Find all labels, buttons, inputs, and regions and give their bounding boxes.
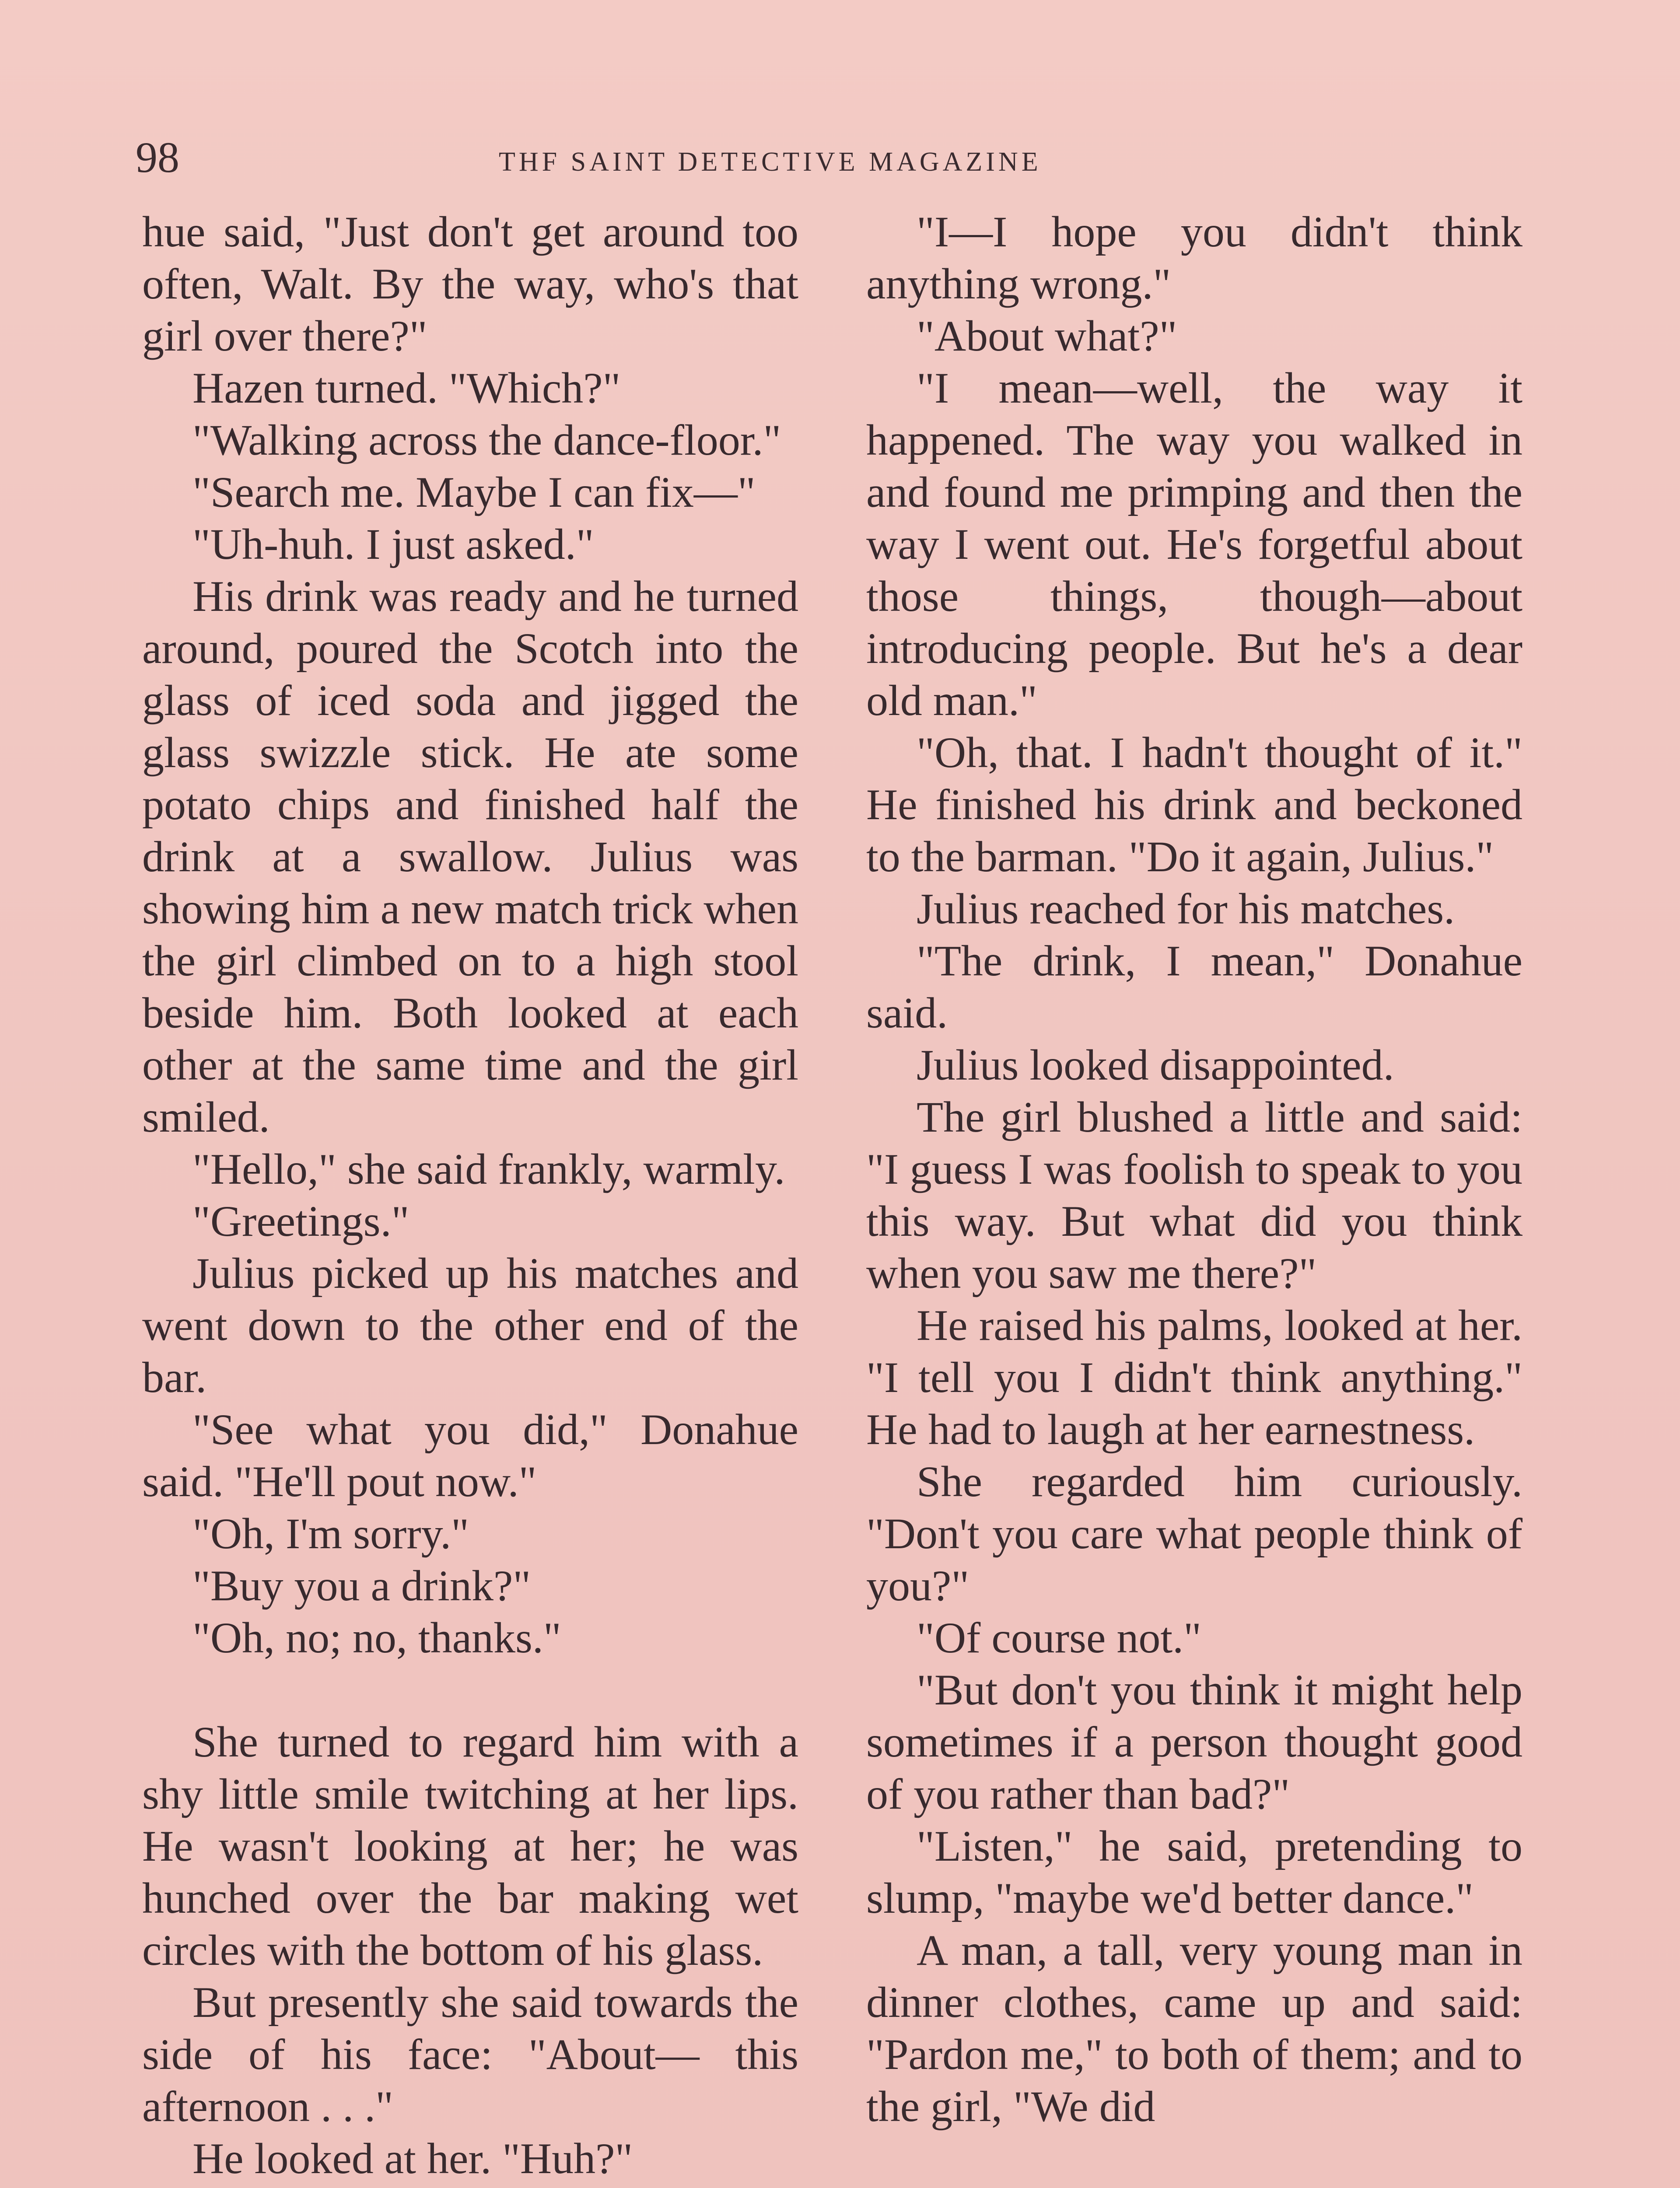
paragraph: The girl blushed a little and said: "I guess I was foolish to speak to you this way. But what did you think when you saw me there?": [866, 1093, 1522, 1297]
paragraph: "The drink, I mean," Donahue said.: [866, 936, 1522, 1037]
right-text-column: [866, 206, 1522, 2132]
paragraph: Julius looked disappointed.: [917, 1041, 1394, 1089]
paragraph: "Listen," he said, pretending to slump, "maybe we'd better dance.": [866, 1822, 1522, 1922]
paragraph: "Search me. Maybe I can fix—": [192, 468, 756, 516]
paragraph: "Buy you a drink?": [192, 1561, 531, 1610]
paragraph: She turned to regard him with a shy little smile twitching at her lips. He wasn't looking at her; he was hunched over the bar making wet circles with the bottom of his glass.: [142, 1718, 798, 1974]
paragraph: "Greetings.": [192, 1197, 410, 1245]
paragraph: hue said, "Just don't get around too often, Walt. By the way, who's that girl over there?": [142, 207, 798, 360]
paragraph: "Oh, I'm sorry.": [192, 1509, 469, 1558]
paragraph: She regarded him curiously. "Don't you care what people think of you?": [866, 1457, 1522, 1610]
section-break: [142, 1664, 798, 1716]
paragraph: "Walking across the dance-floor.": [192, 416, 781, 464]
paragraph: "Uh-huh. I just asked.": [192, 520, 594, 568]
paragraph: "I—I hope you didn't think anything wrong.": [866, 207, 1522, 308]
magazine-title: THF SAINT DETECTIVE MAGAZINE: [499, 147, 1042, 177]
paragraph: He looked at her. "Huh?": [192, 2134, 633, 2183]
paragraph: A man, a tall, very young man in dinner clothes, came up and said: "Pardon me," to both of them; and to the girl, "We did: [866, 1926, 1522, 2131]
paragraph: "Of course not.": [917, 1613, 1201, 1662]
page-number: 98: [136, 133, 179, 182]
paragraph: "About what?": [917, 312, 1177, 360]
paragraph: His drink was ready and he turned around, poured the Scotch into the glass of iced soda and jigged the glass swizzle stick. He ate some potato chips and finished half the drink at a swallow. Julius was showing him a new match trick when the girl climbed on to a high stool beside him. Both looked at each other at the same time and the girl smiled.: [142, 572, 798, 1141]
paragraph: "Oh, that. I hadn't thought of it." He finished his drink and beckoned to the barman. "Do it again, Julius.": [866, 728, 1522, 881]
paragraph: "See what you did," Donahue said. "He'll pout now.": [142, 1405, 798, 1506]
paragraph: Julius reached for his matches.: [917, 884, 1455, 933]
paragraph: Julius picked up his matches and went down to the other end of the bar.: [142, 1249, 798, 1402]
paragraph: He raised his palms, looked at her. "I tell you I didn't think anything." He had to laugh at her earnestness.: [866, 1301, 1522, 1454]
running-head: [136, 131, 1544, 193]
paragraph: Hazen turned. "Which?": [192, 364, 621, 412]
paragraph: "Oh, no; no, thanks.": [192, 1613, 561, 1662]
paragraph: "I mean—well, the way it happened. The way you walked in and found me primping and then the way I went out. He's forgetful about those things, though—about introducing people. But he's a dear old man.": [866, 364, 1522, 725]
paragraph: "But don't you think it might help sometimes if a person thought good of you rather than bad?": [866, 1666, 1522, 1818]
paragraph: "Hello," she said frankly, warmly.: [192, 1145, 785, 1193]
paragraph: But presently she said towards the side of his face: "About— this afternoon . . .": [142, 1978, 798, 2131]
left-text-column: [142, 206, 798, 2184]
